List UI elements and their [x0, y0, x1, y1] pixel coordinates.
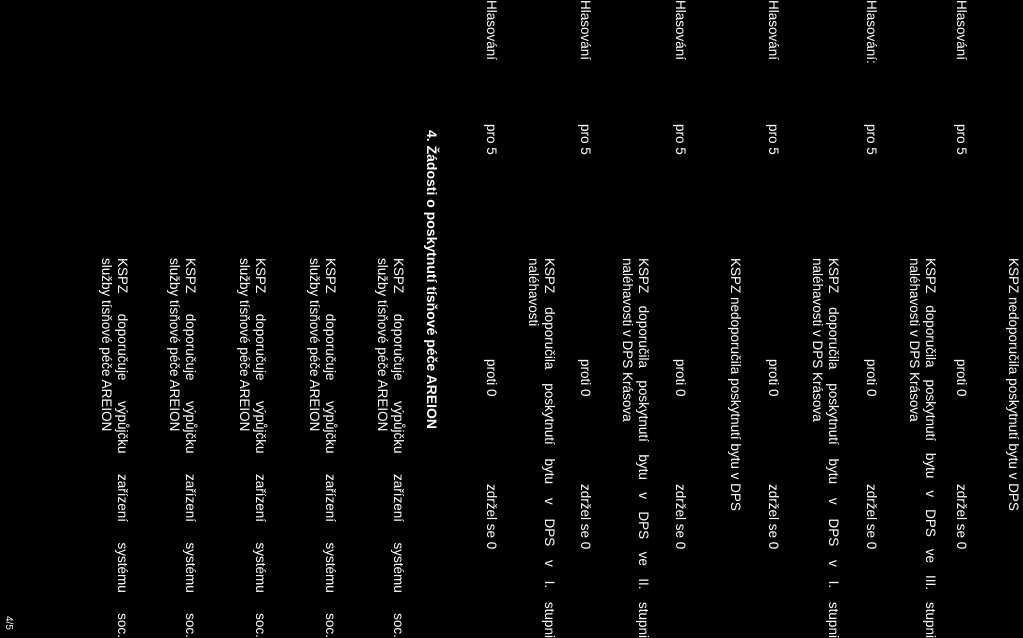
- item-line: služby tísňové péče AREION: [99, 258, 115, 432]
- vote-proti: proti 0: [673, 359, 688, 397]
- page-number-strip: [0, 0, 16, 638]
- vote-label: Hlasování: [484, 0, 499, 61]
- vote-zdrzel: zdržel se 0: [864, 484, 879, 550]
- item-block: [156, 0, 200, 638]
- vote-row: [950, 0, 972, 638]
- item-line: KSPZ doporučuje výpůjčku zařízení systému soc.: [323, 258, 338, 638]
- decision-line: naléhavosti v DPS Krásova: [907, 258, 923, 422]
- decision-line: KSPZ doporučila poskytnutí bytu v DPS v I. stupni: [542, 258, 557, 638]
- decision-line: KSPZ doporučila poskytnutí bytu v DPS ve III. stupni: [923, 258, 938, 638]
- decision-line: naléhavosti v DPS Krásova: [810, 258, 826, 422]
- vote-label: Hlasování: [673, 0, 688, 61]
- vote-label: Hlasování:: [864, 0, 879, 64]
- decision-block: [724, 0, 746, 638]
- vote-pro: pro 5: [954, 124, 969, 155]
- item-block: [226, 0, 270, 638]
- item-line: KSPZ doporučuje výpůjčku zařízení systému soc.: [183, 258, 198, 638]
- vote-pro: pro 5: [578, 124, 593, 155]
- item-block: [88, 0, 132, 638]
- section-heading: 4. Žádosti o poskytnutí tísňové péče AREION: [424, 130, 440, 429]
- decision-line: naléhavosti v DPS Krásova: [620, 258, 636, 422]
- vote-label: Hlasování: [954, 0, 969, 61]
- vote-label: Hlasování: [766, 0, 781, 61]
- decision-block: [799, 0, 843, 638]
- decision-block: [515, 0, 559, 638]
- item-line: služby tísňové péče AREION: [375, 258, 391, 432]
- decision-line: KSPZ nedoporučila poskytnutí bytu v DPS: [728, 258, 743, 511]
- item-line: KSPZ doporučuje výpůjčku zařízení systému soc.: [115, 258, 130, 638]
- decision-block: [896, 0, 940, 638]
- vote-row: [669, 0, 691, 638]
- page-number: 4/5: [3, 616, 14, 630]
- item-block: [364, 0, 408, 638]
- vote-proti: proti 0: [864, 359, 879, 397]
- item-line: služby tísňové péče AREION: [167, 258, 183, 432]
- vote-proti: proti 0: [578, 359, 593, 397]
- decision-line: naléhavosti: [526, 258, 542, 327]
- decision-text: KSPZ nedoporučila poskytnutí bytu v DPS: [1006, 258, 1021, 511]
- vote-pro: pro 5: [673, 124, 688, 155]
- vote-proti: proti 0: [484, 359, 499, 397]
- section-heading-strip: [420, 0, 444, 638]
- vote-zdrzel: zdržel se 0: [766, 484, 781, 550]
- vote-zdrzel: zdržel se 0: [484, 484, 499, 550]
- item-line: služby tísňové péče AREION: [237, 258, 253, 432]
- item-block: [296, 0, 340, 638]
- vote-row: [762, 0, 784, 638]
- item-line: KSPZ doporučuje výpůjčku zařízení systému soc.: [391, 258, 406, 638]
- vote-row: [480, 0, 502, 638]
- vote-proti: proti 0: [766, 359, 781, 397]
- vote-zdrzel: zdržel se 0: [673, 484, 688, 550]
- decision-block: [609, 0, 653, 638]
- decision-line: KSPZ doporučila poskytnutí bytu v DPS ve II. stupni: [636, 258, 651, 638]
- vote-pro: pro 5: [484, 124, 499, 155]
- vote-pro: pro 5: [864, 124, 879, 155]
- vote-proti: proti 0: [954, 359, 969, 397]
- vote-zdrzel: zdržel se 0: [954, 484, 969, 550]
- vote-pro: pro 5: [766, 124, 781, 155]
- vote-row: [860, 0, 882, 638]
- strip-top-line: [1004, 0, 1023, 638]
- vote-zdrzel: zdržel se 0: [578, 484, 593, 550]
- decision-line: KSPZ doporučila poskytnutí bytu v DPS v I. stupni: [826, 258, 841, 638]
- item-line: KSPZ doporučuje výpůjčku zařízení systému soc.: [253, 258, 268, 638]
- item-line: služby tísňové péče AREION: [307, 258, 323, 432]
- vote-row: [574, 0, 596, 638]
- vote-label: Hlasování: [578, 0, 593, 61]
